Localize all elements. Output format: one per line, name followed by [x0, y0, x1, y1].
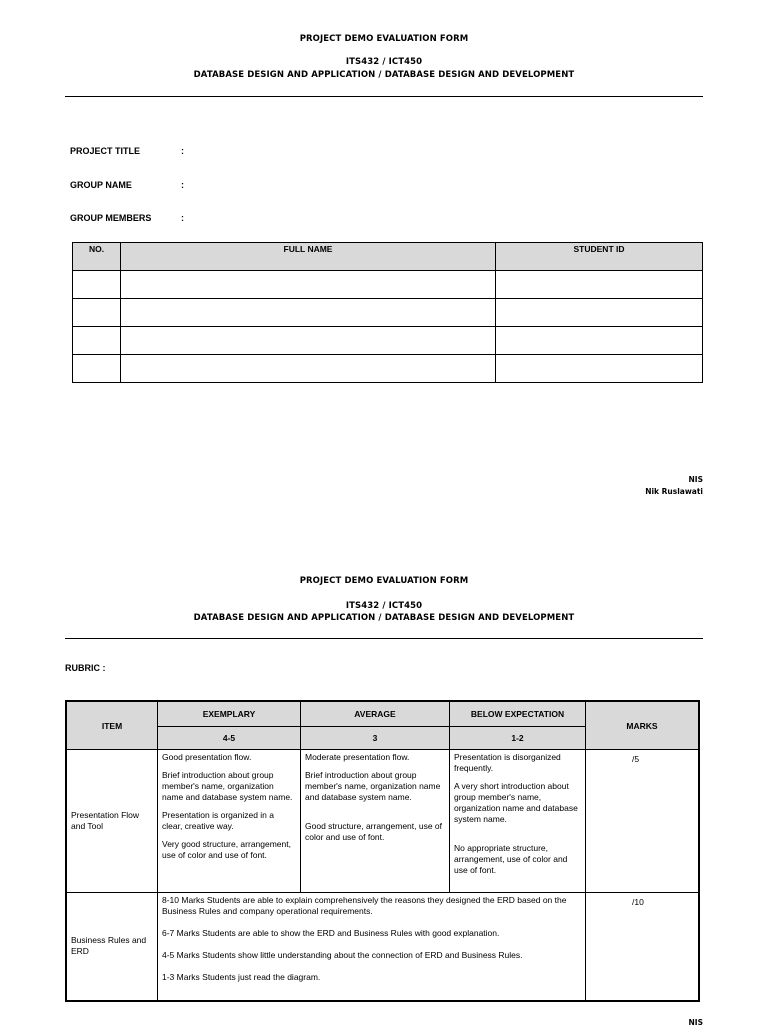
range-below: 1-2 — [450, 727, 586, 750]
criterion-text: Very good structure, arrangement, use of color and use of font. — [162, 839, 291, 860]
criterion-text: A very short introduction about group member's name, organization name and database system name. — [454, 781, 578, 824]
course-name: DATABASE DESIGN AND APPLICATION / DATABASE DESIGN AND DEVELOPMENT — [193, 70, 575, 80]
group-name-colon: : — [181, 180, 184, 190]
erd-criteria — [158, 893, 586, 1001]
table-row — [73, 355, 703, 383]
item-header: ITEM — [66, 701, 158, 750]
marks-header: MARKS — [586, 701, 700, 750]
col-studentid-header: STUDENT ID — [496, 243, 703, 271]
marks-business-rules[interactable]: /10 — [586, 893, 700, 1001]
member-id-cell[interactable] — [496, 327, 703, 355]
table-row — [73, 271, 703, 299]
member-name-cell[interactable] — [121, 271, 496, 299]
criterion-text: No appropriate structure, arrangement, use of color and use of font. — [454, 843, 568, 875]
member-id-cell[interactable] — [496, 299, 703, 327]
criterion-text: Presentation is disorganized frequently. — [454, 752, 561, 773]
level-below-header: BELOW EXPECTATION — [450, 701, 586, 727]
criterion-text: Brief introduction about group member's name, organization name and database system name. — [305, 770, 441, 802]
member-no-cell[interactable] — [73, 271, 121, 299]
course-code-2: ITS432 / ICT450 — [345, 601, 423, 611]
signature-initials: NIS — [688, 475, 703, 484]
average-criteria — [301, 750, 450, 893]
criterion-text: 4-5 Marks Students show little understanding about the connection of ERD and Business Rules. — [162, 950, 523, 960]
item-business-rules: Business Rules and ERD — [66, 893, 158, 1001]
rubric-label: RUBRIC : — [65, 663, 106, 673]
member-id-cell[interactable] — [496, 355, 703, 383]
header-divider — [65, 96, 703, 97]
exemplary-criteria — [158, 750, 301, 893]
group-members-colon: : — [181, 213, 184, 223]
member-id-cell[interactable] — [496, 271, 703, 299]
col-no-header: NO. — [73, 243, 121, 271]
criterion-text: Moderate presentation flow. — [305, 752, 410, 762]
marks-presentation[interactable]: /5 — [586, 750, 700, 893]
member-no-cell[interactable] — [73, 355, 121, 383]
rubric-row-erd — [66, 893, 699, 1001]
level-average-header: AVERAGE — [301, 701, 450, 727]
item-presentation: Presentation Flow and Tool — [66, 750, 158, 893]
criterion-text: Brief introduction about group member's name, organization name and database system name. — [162, 770, 293, 802]
level-exemplary-header: EXEMPLARY — [158, 701, 301, 727]
members-header-row — [73, 243, 703, 271]
footer-initials: NIS — [688, 1018, 703, 1027]
member-name-cell[interactable] — [121, 327, 496, 355]
project-title-label: PROJECT TITLE — [70, 146, 141, 156]
rubric-header-row — [66, 701, 699, 727]
members-table — [72, 242, 703, 383]
form-title: PROJECT DEMO EVALUATION FORM — [299, 34, 469, 44]
member-name-cell[interactable] — [121, 355, 496, 383]
criterion-text: 6-7 Marks Students are able to show the ERD and Business Rules with good explanation. — [162, 928, 500, 938]
course-name-2: DATABASE DESIGN AND APPLICATION / DATABASE DESIGN AND DEVELOPMENT — [193, 613, 575, 623]
criterion-text: 1-3 Marks Students just read the diagram. — [162, 972, 321, 982]
criterion-text: 8-10 Marks Students are able to explain comprehensively the reasons they designed the ERD based on the Business Rules and company operational requirements. — [162, 895, 567, 916]
col-fullname-header: FULL NAME — [121, 243, 496, 271]
group-name-label: GROUP NAME — [70, 180, 132, 190]
rubric-row-presentation — [66, 750, 699, 893]
range-exemplary: 4-5 — [158, 727, 301, 750]
member-name-cell[interactable] — [121, 299, 496, 327]
signature-name: Nik Ruslawati — [645, 487, 703, 496]
project-title-colon: : — [181, 146, 184, 156]
form-title-2: PROJECT DEMO EVALUATION FORM — [299, 576, 469, 586]
criterion-text: Presentation is organized in a clear, creative way. — [162, 810, 274, 831]
course-code: ITS432 / ICT450 — [345, 57, 423, 67]
member-no-cell[interactable] — [73, 327, 121, 355]
table-row — [73, 299, 703, 327]
rubric-table — [65, 700, 700, 1002]
range-average: 3 — [301, 727, 450, 750]
criterion-text: Good presentation flow. — [162, 752, 252, 762]
group-members-label: GROUP MEMBERS — [70, 213, 152, 223]
criterion-text: Good structure, arrangement, use of color and use of font. — [305, 821, 443, 842]
table-row — [73, 327, 703, 355]
header-divider-2 — [65, 638, 703, 639]
below-criteria — [450, 750, 586, 893]
member-no-cell[interactable] — [73, 299, 121, 327]
